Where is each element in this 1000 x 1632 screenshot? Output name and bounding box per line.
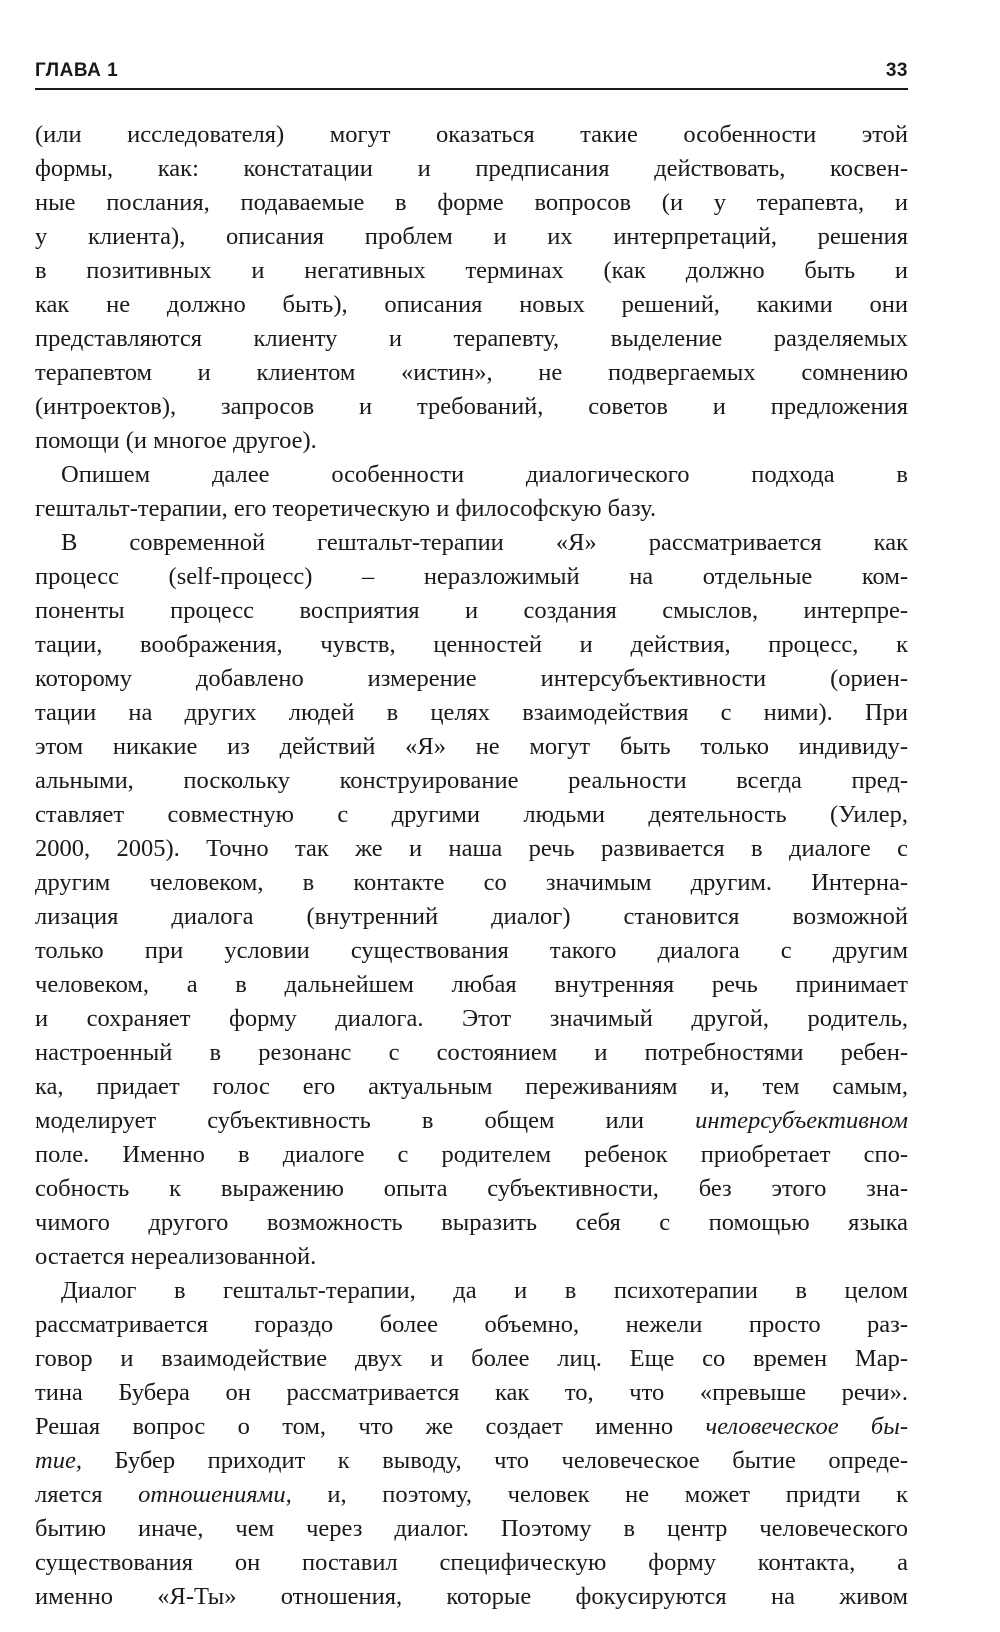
chapter-label: ГЛАВА 1 [35, 60, 119, 81]
text-line: ные послания, подаваемые в форме вопросов (и у терапевта, и [35, 189, 908, 216]
text-line: которому добавлено измерение интерсубъективности (ориен- [35, 665, 908, 692]
text-line [35, 1444, 908, 1478]
text-line: существования он поставил специфическую форму контакта, а [35, 1549, 908, 1576]
text-line [35, 1104, 908, 1138]
text-line: как не должно быть), описания новых решений, какими они [35, 291, 908, 318]
text-line: у клиента), описания проблем и их интерпретаций, решения [35, 223, 908, 250]
text-segment: ляется [35, 1481, 103, 1508]
text-line: говор и взаимодействие двух и более лиц. Еще со времен Мар- [35, 1345, 908, 1372]
text-line: (или исследователя) могут оказаться такие особенности этой [35, 121, 908, 148]
text-line: поле. Именно в диалоге с родителем ребенок приобретает спо- [35, 1141, 908, 1168]
italic-term: тие, [35, 1447, 82, 1474]
text-line: человеком, а в дальнейшем любая внутренняя речь принимает [35, 971, 908, 998]
italic-term: человеческое бы- [705, 1413, 909, 1440]
text-line: тации, воображения, чувств, ценностей и действия, процесс, к [35, 631, 908, 658]
text-line: процесс (self-процесс) – неразложимый на отдельные ком- [35, 563, 908, 590]
text-line: помощи (и многое другое). [35, 427, 317, 454]
text-line: собность к выражению опыта субъективности, без этого зна- [35, 1175, 908, 1202]
text-line: В современной гештальт-терапии «Я» рассматривается как [61, 529, 908, 556]
text-line: поненты процесс восприятия и создания смыслов, интерпре- [35, 597, 908, 624]
text-line: ка, придает голос его актуальным переживаниям и, тем самым, [35, 1073, 908, 1100]
text-line: в позитивных и негативных терминах (как должно быть и [35, 257, 908, 284]
body-text [35, 118, 908, 1614]
text-line: Диалог в гештальт-терапии, да и в психотерапии в целом [61, 1277, 908, 1304]
text-line: 2000, 2005). Точно так же и наша речь развивается в диалоге с [35, 835, 908, 862]
text-line: гештальт-терапии, его теоретическую и философскую базу. [35, 495, 657, 522]
text-line: тина Бубера он рассматривается как то, что «превыше речи». [35, 1379, 908, 1406]
text-line: и сохраняет форму диалога. Этот значимый другой, родитель, [35, 1005, 908, 1032]
text-line: рассматривается гораздо более объемно, нежели просто раз- [35, 1311, 908, 1338]
text-segment: Бубер приходит к выводу, что человеческое бытие опреде- [114, 1447, 908, 1474]
text-line: только при условии существования такого диалога с другим [35, 937, 908, 964]
italic-term: отношениями, [138, 1481, 292, 1508]
text-line: формы, как: констатации и предписания действовать, косвен- [35, 155, 908, 182]
text-segment: Решая вопрос о том, что же создает именно [35, 1413, 674, 1440]
text-line [35, 1478, 908, 1512]
page-number: 33 [885, 60, 908, 81]
text-line: бытию иначе, чем через диалог. Поэтому в центр человеческого [35, 1515, 908, 1542]
text-line: остается нереализованной. [35, 1243, 317, 1270]
text-line: представляются клиенту и терапевту, выделение разделяемых [35, 325, 908, 352]
text-line: тации на других людей в целях взаимодействия с ними). При [35, 699, 908, 726]
italic-term: интерсубъективном [695, 1107, 908, 1134]
text-line: этом никакие из действий «Я» не могут быть только индивиду- [35, 733, 908, 760]
text-segment: моделирует субъективность в общем или [35, 1107, 644, 1134]
text-line: настроенный в резонанс с состоянием и потребностями ребен- [35, 1039, 908, 1066]
text-line: именно «Я-Ты» отношения, которые фокусируются на живом [35, 1583, 908, 1610]
text-line: другим человеком, в контакте со значимым другим. Интерна- [35, 869, 908, 896]
text-line: (интроектов), запросов и требований, советов и предложения [35, 393, 908, 420]
text-segment: и, поэтому, человек не может придти к [327, 1481, 909, 1508]
text-line [35, 1410, 908, 1444]
text-line: Опишем далее особенности диалогического подхода в [61, 461, 908, 488]
text-line: альными, поскольку конструирование реальности всегда пред- [35, 767, 908, 794]
text-line: ставляет совместную с другими людьми деятельность (Уилер, [35, 801, 908, 828]
text-line: чимого другого возможность выразить себя с помощью языка [35, 1209, 908, 1236]
running-header [35, 58, 908, 90]
text-line: лизация диалога (внутренний диалог) становится возможной [35, 903, 908, 930]
text-line: терапевтом и клиентом «истин», не подвергаемых сомнению [35, 359, 908, 386]
